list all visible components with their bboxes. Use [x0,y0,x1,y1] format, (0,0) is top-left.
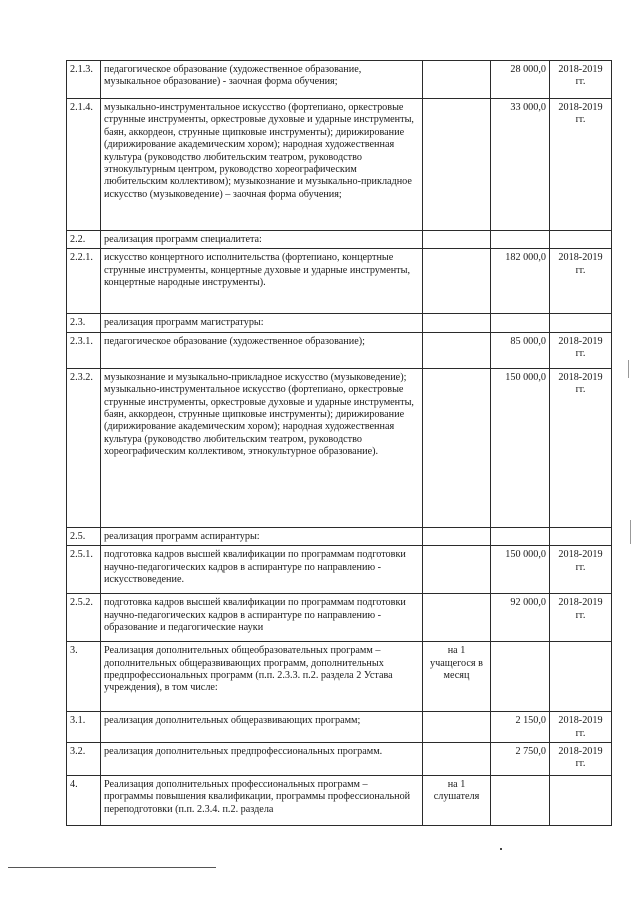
row-number: 2.2. [67,231,101,249]
row-number: 4. [67,776,101,826]
row-period: 2018-2019 гг. [550,712,612,743]
row-period: 2018-2019 гг. [550,61,612,99]
row-unit [423,712,491,743]
table-row [67,546,612,594]
row-description: педагогическое образование (художественное образование); [101,332,423,368]
row-unit: на 1 учащегося в месяц [423,642,491,712]
table-row [67,231,612,249]
row-unit [423,546,491,594]
row-period [550,642,612,712]
table-row [67,743,612,776]
row-amount [491,642,550,712]
table-row [67,368,612,527]
footer-rule [8,867,216,868]
row-description: реализация дополнительных общеразвивающих программ; [101,712,423,743]
table-row [67,314,612,332]
row-amount: 85 000,0 [491,332,550,368]
row-period: 2018-2019 гг. [550,594,612,642]
row-period [550,314,612,332]
row-period [550,231,612,249]
row-description: подготовка кадров высшей квалификации по программам подготовки научно-педагогических кадров в аспирантуре по направлению - образование и педагогические науки [101,594,423,642]
row-number: 2.3.2. [67,368,101,527]
row-unit [423,743,491,776]
row-unit: на 1 слушателя [423,776,491,826]
row-period: 2018-2019 гг. [550,743,612,776]
row-unit [423,99,491,231]
table-row [67,332,612,368]
table-row [67,594,612,642]
row-number: 2.2.1. [67,249,101,314]
row-description: Реализация дополнительных профессиональных программ – программы повышения квалификации, программы профессиональной переподготовки (п.п. 2.3.4. п.2. раздела [101,776,423,826]
row-description: музыкознание и музыкально-прикладное искусство (музыковедение); музыкально-инструментальное искусство (фортепиано, оркестровые струнные инструменты, оркестровые духовые и ударные инструменты, баян, аккордеон, струнные щипковые инструменты); дирижирование (дирижирование академическим хором); народная художественная культура (руководство любительским театром, руководство хореографическим коллективом, этнокультурное образование). [101,368,423,527]
row-description: реализация программ аспирантуры: [101,527,423,545]
row-amount [491,231,550,249]
table-row [67,61,612,99]
row-period: 2018-2019 гг. [550,332,612,368]
row-period: 2018-2019 гг. [550,99,612,231]
table-row [67,642,612,712]
row-unit [423,527,491,545]
row-number: 2.1.3. [67,61,101,99]
row-unit [423,314,491,332]
row-unit [423,332,491,368]
row-number: 3. [67,642,101,712]
row-amount: 2 750,0 [491,743,550,776]
row-number: 2.3.1. [67,332,101,368]
row-unit [423,61,491,99]
row-amount: 150 000,0 [491,368,550,527]
scan-speck [630,520,631,544]
row-amount: 150 000,0 [491,546,550,594]
table-row [67,249,612,314]
row-unit [423,594,491,642]
row-amount: 33 000,0 [491,99,550,231]
table-row [67,712,612,743]
row-unit [423,368,491,527]
scan-speck [500,848,502,850]
scan-speck [628,360,629,378]
row-number: 2.5.1. [67,546,101,594]
row-period: 2018-2019 гг. [550,546,612,594]
row-description: музыкально-инструментальное искусство (фортепиано, оркестровые струнные инструменты, оркестровые духовые и ударные инструменты, баян, аккордеон, струнные щипковые инструменты); дирижирование (дирижирование академическим хором); народная художественная культура (руководство любительским театром, руководство этнокультурным центром, руководство хореографическим любительским коллективом); музыкознание и музыкально-прикладное искусство (музыковедение) – заочная форма обучения; [101,99,423,231]
row-description: реализация программ специалитета: [101,231,423,249]
row-number: 3.1. [67,712,101,743]
row-number: 2.5.2. [67,594,101,642]
row-description: педагогическое образование (художественное образование, музыкальное образование) - заочная форма обучения; [101,61,423,99]
row-number: 2.1.4. [67,99,101,231]
row-description: реализация программ магистратуры: [101,314,423,332]
row-amount: 28 000,0 [491,61,550,99]
row-period: 2018-2019 гг. [550,368,612,527]
row-period: 2018-2019 гг. [550,249,612,314]
row-unit [423,231,491,249]
table-row [67,99,612,231]
fee-table-body [67,61,612,826]
row-number: 2.3. [67,314,101,332]
fee-table [66,60,612,826]
row-description: Реализация дополнительных общеобразовательных программ –дополнительных общеразвивающих программ, дополнительных предпрофессиональных программ (п.п. 2.3.3. п.2. раздела 2 Устава учреждения), в том числе: [101,642,423,712]
row-amount [491,776,550,826]
row-description: искусство концертного исполнительства (фортепиано, концертные струнные инструменты, концертные духовые и ударные инструменты, концертные народные инструменты). [101,249,423,314]
row-amount [491,527,550,545]
row-amount [491,314,550,332]
row-amount: 92 000,0 [491,594,550,642]
row-description: подготовка кадров высшей квалификации по программам подготовки научно-педагогических кадров в аспирантуре по направлению - искусствоведение. [101,546,423,594]
row-number: 3.2. [67,743,101,776]
row-unit [423,249,491,314]
table-row [67,527,612,545]
row-number: 2.5. [67,527,101,545]
row-period [550,776,612,826]
table-row [67,776,612,826]
row-period [550,527,612,545]
row-amount: 2 150,0 [491,712,550,743]
row-amount: 182 000,0 [491,249,550,314]
row-description: реализация дополнительных предпрофессиональных программ. [101,743,423,776]
